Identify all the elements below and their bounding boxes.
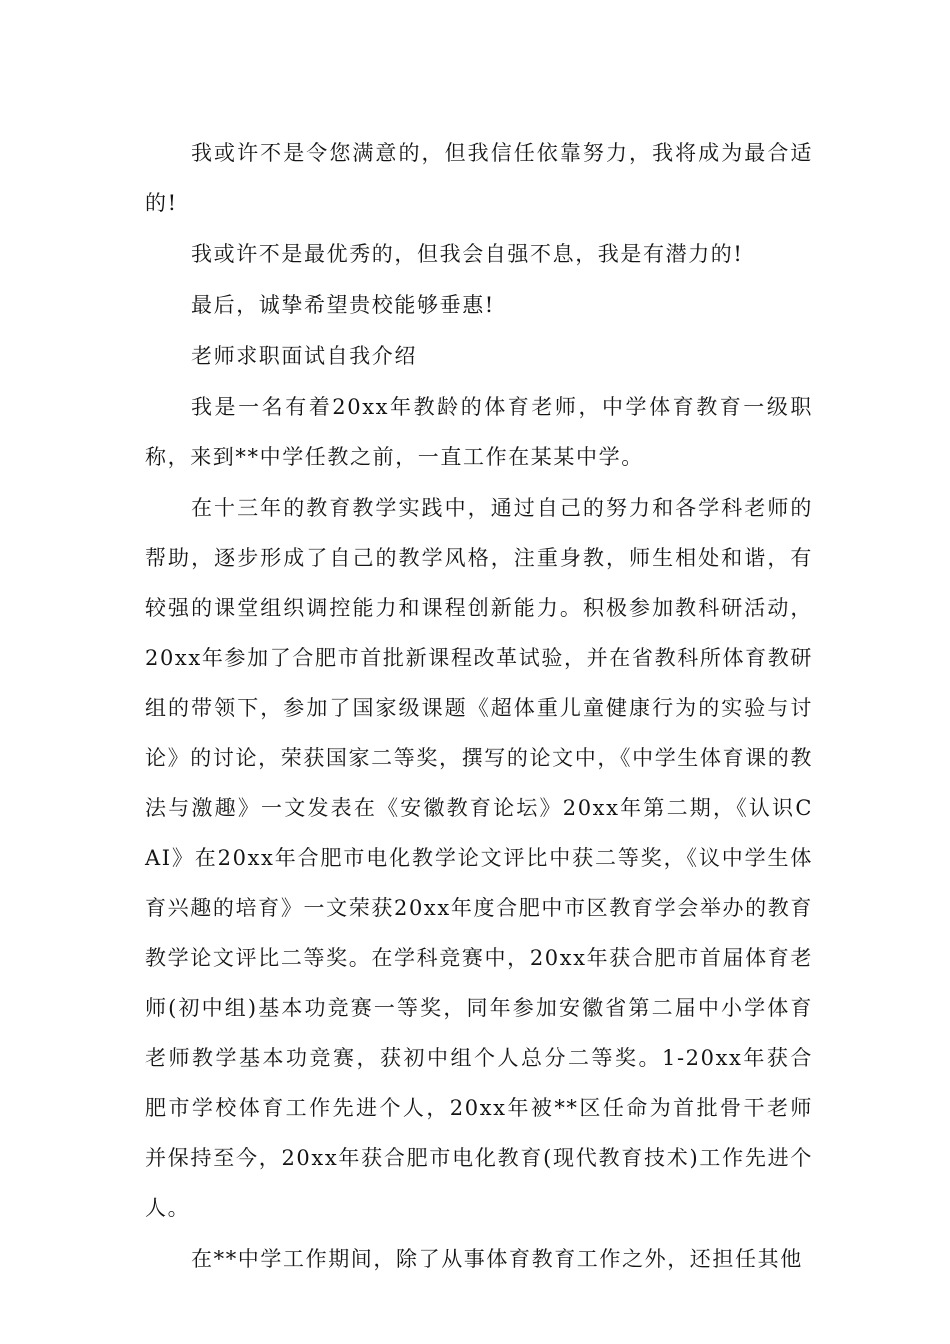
paragraph-closing-1: 我或许不是令您满意的，但我信任依靠努力，我将成为最合适的! [145, 141, 813, 215]
paragraph-experience: 在十三年的教育教学实践中，通过自己的努力和各学科老师的帮助，逐步形成了自己的教学风格，注重身教，师生相处和谐，有较强的课堂组织调控能力和课程创新能力。积极参加教科研活动，20xx年参加了合肥市首批新课程改革试验，并在省教科所体育教研组的带领下，参加了国家级课题《超体重儿童健康行为的实验与讨论》的讨论，荣获国家二等奖，撰写的论文中，《中学生体育课的教法与激趣》一文发表在《安徽教育论坛》20xx年第二期，《认识CAI》在20xx年合肥市电化教学论文评比中获二等奖，《议中学生体育兴趣的培育》一文荣获20xx年度合肥中市区教育学会举办的教育教学论文评比二等奖。在学科竞赛中，20xx年获合肥市首届体育老师(初中组)基本功竞赛一等奖，同年参加安徽省第二届中小学体育老师教学基本功竞赛，获初中组个人总分二等奖。1-20xx年获合肥市学校体育工作先进个人，20xx年被**区任命为首批骨干老师并保持至今，20xx年获合肥市电化教育(现代教育技术)工作先进个人。 [145, 496, 813, 1220]
section-title: 老师求职面试自我介绍 [191, 344, 417, 368]
paragraph-intro: 我是一名有着20xx年教龄的体育老师，中学体育教育一级职称，来到**中学任教之前，一直工作在某某中学。 [145, 395, 813, 469]
paragraph-duties: 在**中学工作期间，除了从事体育教育工作之外，还担任其他 [191, 1247, 803, 1271]
document-body [145, 128, 813, 1285]
paragraph-closing-2: 我或许不是最优秀的，但我会自强不息，我是有潜力的! [191, 242, 744, 266]
paragraph-closing-3: 最后，诚挚希望贵校能够垂惠! [191, 293, 495, 317]
